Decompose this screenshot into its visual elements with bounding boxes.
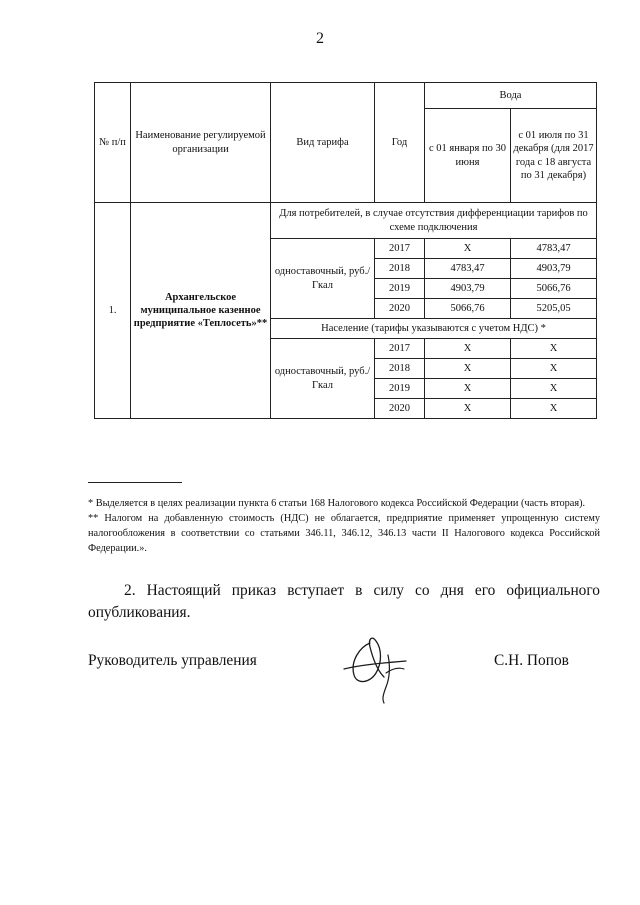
- organization-name: Архангельское муниципальное казенное предприятие «Теплосеть»**: [131, 203, 271, 419]
- header-period-1: с 01 января по 30 июня: [425, 109, 511, 203]
- section-1-title: Для потребителей, в случае отсутствия дифференциации тарифов по схеме подключения: [271, 203, 597, 239]
- tariff-table: [94, 82, 597, 419]
- handwritten-signature: [342, 625, 412, 705]
- table-cell-year: 2019: [375, 379, 425, 399]
- section-1-tariff-type: одноставочный, руб./Гкал: [271, 239, 375, 319]
- footnote-1: * Выделяется в целях реализации пункта 6 статьи 168 Налогового кодекса Российской Федерации (часть вторая).: [88, 498, 586, 509]
- table-cell-value: Х: [425, 399, 511, 419]
- table-cell-year: 2019: [375, 279, 425, 299]
- page-number: 2: [316, 30, 324, 47]
- table-cell-value: 4903,79: [511, 259, 597, 279]
- table-cell-value: Х: [425, 239, 511, 259]
- header-organization: Наименование регулируемой организации: [131, 83, 271, 203]
- table-cell-value: Х: [425, 359, 511, 379]
- table-cell-value: Х: [511, 359, 597, 379]
- footnotes: [88, 497, 600, 557]
- signatory-title: Руководитель управления: [88, 652, 257, 669]
- header-num: № п/п: [95, 83, 131, 203]
- table-cell-value: Х: [511, 339, 597, 359]
- section-2-tariff-type: одноставочный, руб./Гкал: [271, 339, 375, 419]
- table-cell-year: 2017: [375, 339, 425, 359]
- order-paragraph: [88, 580, 600, 623]
- table-cell-value: 4903,79: [425, 279, 511, 299]
- table-cell-value: Х: [425, 339, 511, 359]
- row-number: 1.: [95, 203, 131, 419]
- table-cell-value: Х: [511, 379, 597, 399]
- header-water: Вода: [425, 83, 597, 109]
- table-cell-value: 5066,76: [511, 279, 597, 299]
- table-cell-value: 4783,47: [425, 259, 511, 279]
- paragraph-text: 2. Настоящий приказ вступает в силу со дня его официального опубликования.: [88, 582, 600, 621]
- table-cell-year: 2018: [375, 259, 425, 279]
- footnote-2: ** Налогом на добавленную стоимость (НДС) не облагается, предприятие применяет упрощенную систему налогообложения в соответствии со статьями 346.11, 346.12, 346.13 части II Налогового кодекса Российской Федерации.».: [88, 512, 600, 554]
- table-cell-value: 5066,76: [425, 299, 511, 319]
- table-cell-value: 4783,47: [511, 239, 597, 259]
- footnote-divider: [88, 482, 182, 483]
- table-cell-value: Х: [425, 379, 511, 399]
- section-2-title: Население (тарифы указываются с учетом НДС) *: [271, 319, 597, 339]
- header-year: Год: [375, 83, 425, 203]
- table-cell-year: 2020: [375, 299, 425, 319]
- table-cell-value: Х: [511, 399, 597, 419]
- header-period-2: с 01 июля по 31 декабря (для 2017 года с 18 августа по 31 декабря): [511, 109, 597, 203]
- table-cell-year: 2020: [375, 399, 425, 419]
- signatory-name: С.Н. Попов: [494, 652, 569, 669]
- table-cell-value: 5205,05: [511, 299, 597, 319]
- table-cell-year: 2017: [375, 239, 425, 259]
- header-tariff-type: Вид тарифа: [271, 83, 375, 203]
- table-cell-year: 2018: [375, 359, 425, 379]
